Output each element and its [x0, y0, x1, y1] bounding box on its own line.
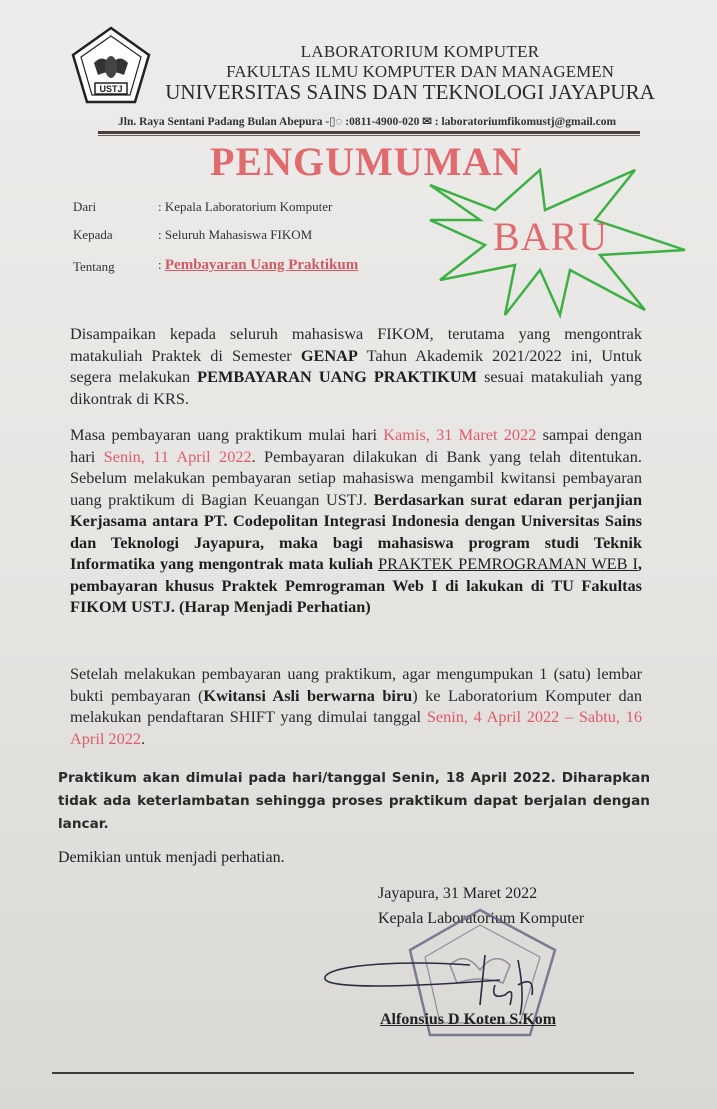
closing-line: Demikian untuk menjadi perhatian.	[58, 849, 285, 866]
email: : laboratoriumfikomustj@gmail.com	[434, 116, 617, 128]
signature-place-date: Jayapura, 31 Maret 2022	[378, 885, 538, 902]
p3-text-c: ) ke Laboratorium Komputer dan melakukan pendaftaran SHIFT yang dimulai tanggal	[70, 685, 643, 726]
p2-end-date: Senin, 11 April 2022	[103, 446, 252, 466]
meta-value-to: : Seluruh Mahasiswa FIKOM	[158, 227, 313, 242]
meta-value-from: : Kepala Laboratorium Komputer	[158, 199, 333, 214]
p2-bold-1: Berdasarkan surat edaran perjanjian Kerjasama antara PT. Codepolitan Integrasi Indonesia dengan Universitas Sains dan Teknologi Jayapura, maka bagi mahasiswa program studi Teknik Informatika yang mengontrak mata kuliah	[70, 489, 642, 573]
letterhead-faculty: FAKULTAS ILMU KOMPUTER DAN MANAGEMEN	[226, 62, 614, 81]
meta-label-subject: Tentang	[73, 259, 115, 274]
svg-text:USTJ: USTJ	[99, 84, 123, 94]
p1-text-c: Tahun Akademik 2021/2022 ini, Untuk segera melakukan	[70, 345, 642, 386]
paragraph-3	[70, 663, 642, 749]
p3-text-d: .	[141, 728, 146, 748]
letterhead-contact	[118, 114, 616, 128]
footer-divider	[52, 1072, 634, 1074]
p1-emphasis: PEMBAYARAN UANG PRAKTIKUM	[197, 367, 477, 386]
p1-text-e: sesuai matakuliah yang dikontrak di KRS.	[70, 367, 643, 408]
phone-whatsapp-icon: -▯◌	[325, 116, 343, 128]
announcement-title: PENGUMUMAN	[210, 139, 523, 184]
letterhead-university: UNIVERSITAS SAINS DAN TEKNOLOGI JAYAPURA	[165, 80, 655, 104]
meta-label-to: Kepada	[73, 227, 113, 242]
paragraph-2	[70, 424, 642, 618]
p2-text-b: sampai dengan hari	[70, 425, 642, 466]
letterhead-lab: LABORATORIUM KOMPUTER	[300, 42, 540, 61]
p2-bold-2: , pembayaran khusus Praktek Pemrograman Web I di lakukan di TU Fakultas FIKOM USTJ. (Harap Menjadi Perhatian)	[70, 554, 642, 616]
meta-value-subject-wrap	[158, 257, 358, 274]
meta-label-from: Dari	[73, 199, 97, 214]
p2-text-c: . Pembayaran dilakukan di Bank yang telah ditentukan. Sebelum melakukan pembayaran setiap mahasiswa mengambil kwitansi pembayaran uang praktikum di Bagian Keuangan USTJ.	[70, 446, 642, 509]
p3-receipt: Kwitansi Asli berwarna biru	[203, 685, 413, 705]
new-badge-text: BARU	[493, 214, 609, 259]
paragraph-4: Praktikum akan dimulai pada hari/tanggal Senin, 18 April 2022. Diharapkan tidak ada keterlambatan sehingga proses praktikum dapat berjalan dengan lancar.	[58, 770, 650, 832]
meta-subject-prefix: :	[158, 257, 165, 272]
phone-number: :0811-4900-020	[345, 116, 420, 128]
letterhead-divider	[98, 131, 640, 134]
address: Jln. Raya Sentani Padang Bulan Abepura	[118, 116, 323, 128]
p3-shift-dates: Senin, 4 April 2022 – Sabtu, 16 April 2022	[70, 707, 642, 748]
meta-value-subject: Pembayaran Uang Praktikum	[164, 257, 359, 273]
p3-text-a: Setelah melakukan pembayaran uang praktikum, agar mengumpukan 1 (satu) lembar bukti pembayaran (	[70, 664, 642, 705]
letterhead-divider-thin	[98, 135, 640, 136]
p1-semester: GENAP	[300, 345, 358, 365]
p2-course: PRAKTEK PEMROGRAMAN WEB I	[378, 554, 638, 573]
p2-text-a: Masa pembayaran uang praktikum mulai hari	[70, 425, 384, 444]
envelope-icon: ✉	[422, 116, 432, 128]
signature-position: Kepala Laboratorium Komputer	[378, 910, 585, 927]
paragraph-1	[70, 323, 642, 409]
p1-text-a: Disampaikan kepada seluruh mahasiswa FIKOM, terutama yang mengontrak matakuliah Praktek di Semester	[70, 324, 642, 365]
signatory-name: Alfonsius D Koten S.Kom	[380, 1011, 557, 1028]
p2-start-date: Kamis, 31 Maret 2022	[383, 425, 537, 444]
